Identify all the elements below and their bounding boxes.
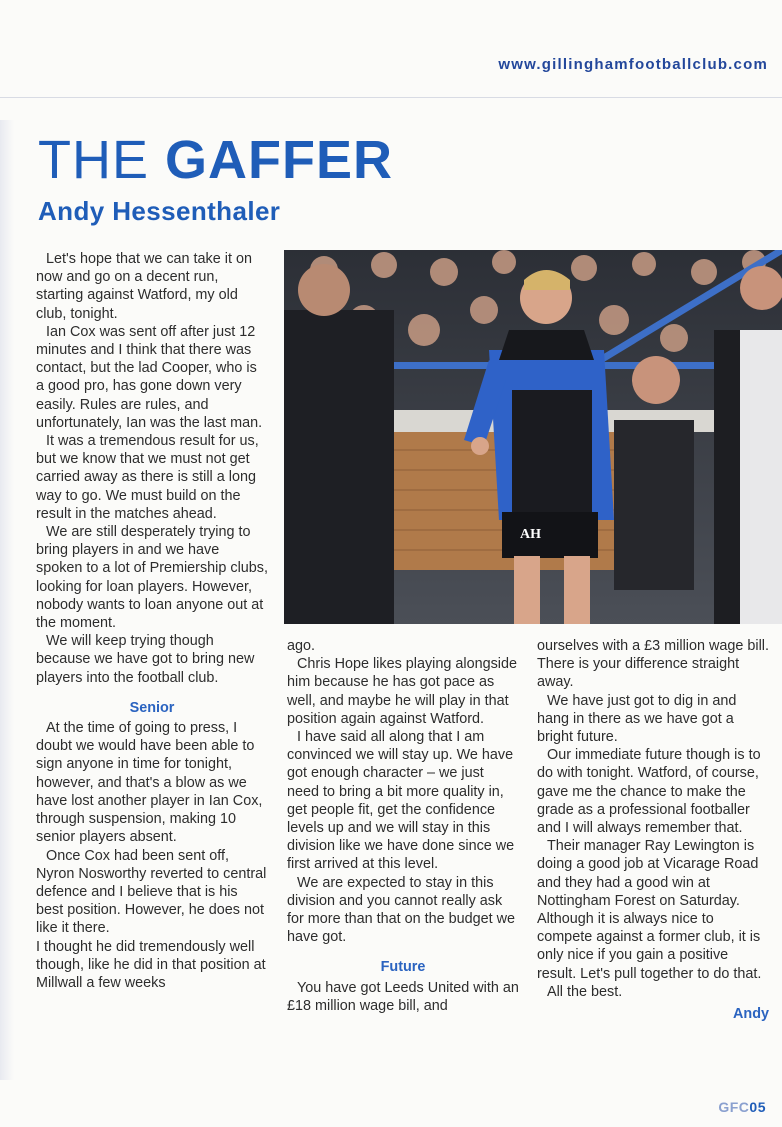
title-word-gaffer: GAFFER <box>165 130 394 190</box>
paragraph: At the time of going to press, I doubt we would have been able to sign anyone in time for tonight, however, and that's a blow as we have lost another player in Ian Cox, through suspension, making 10 senior players absent. <box>36 720 263 846</box>
paragraph: We will keep trying though because we have got to bring new players into the football club. <box>36 633 255 686</box>
signoff: Andy <box>733 1006 769 1023</box>
seated-figure <box>614 420 694 590</box>
page-number-prefix: GFC <box>718 1099 750 1115</box>
right-figure-head <box>740 266 782 310</box>
website-url[interactable]: www.gillinghamfootballclub.com <box>498 56 768 73</box>
article-column-1 <box>36 250 268 992</box>
article-author: Andy Hessenthaler <box>38 196 281 226</box>
section-heading-senior: Senior <box>129 699 175 716</box>
page-edge-shade <box>0 120 14 1080</box>
manager-hand <box>471 437 489 455</box>
article-title <box>38 130 393 190</box>
paragraph: All the best. <box>547 983 623 1000</box>
title-word-the: THE <box>38 130 149 190</box>
manager-photo <box>284 250 782 624</box>
left-coach-head <box>298 264 350 316</box>
paragraph: ago. <box>287 638 316 654</box>
touchline-photo-illustration <box>284 250 782 624</box>
paragraph: Their manager Ray Lewington is doing a good job at Vicarage Road and they had a good win at Nottingham Forest on Saturday. Although it is always nice to compete against a former club, it is only nice if you gain a positive result. Let's pull together to do that. <box>537 838 762 982</box>
page-number-value: 05 <box>749 1099 766 1115</box>
paragraph: Let's hope that we can take it on now and go on a decent run, starting against Watford, my old club, tonight. <box>36 251 252 322</box>
manager-right-leg <box>564 556 590 624</box>
manager-collar <box>499 330 594 360</box>
paragraph: Chris Hope likes playing alongside him because he has got pace as well, and maybe he will play in that position again against Watford. <box>287 656 517 727</box>
manager-left-leg <box>514 556 540 624</box>
paragraph: You have got Leeds United with an £18 million wage bill, and <box>287 979 519 1014</box>
paragraph: I thought he did tremendously well though, like he did in that position at Millwall a few weeks <box>36 938 266 991</box>
seated-figure-head <box>632 356 680 404</box>
article-column-3 <box>537 637 769 1023</box>
section-heading-future: Future <box>380 959 426 976</box>
manager-shorts <box>502 512 598 558</box>
shorts-initials: AH <box>520 527 541 542</box>
article-column-2 <box>287 637 519 1015</box>
left-coach-figure <box>284 310 394 624</box>
paragraph: Ian Cox was sent off after just 12 minutes and I think that there was contact, but the lad Cooper, who is a good pro, has gone down very easily. Rules are rules, and unfortunately, Ian was the last man. <box>36 323 263 431</box>
paragraph: I have said all along that I am convinced we will stay up. We have got enough character – we just need to bring a bit more quality in, get people fit, get the confidence levels up and we will stay in this division like we have done since we first arrived at this level. <box>287 729 515 873</box>
paragraph: We are expected to stay in this division and you cannot really ask for more than that on the budget we have got. <box>287 874 516 946</box>
header-divider <box>0 97 782 98</box>
paragraph: We are still desperately trying to bring players in and we have spoken to a lot of Premiership clubs, looking for loan players. However, nobody wants to loan anyone out at the moment. <box>36 524 268 632</box>
manager-body <box>512 390 592 520</box>
page-number <box>718 1099 766 1115</box>
paragraph: ourselves with a £3 million wage bill. There is your difference straight away. <box>537 638 769 691</box>
paragraph: Our immediate future though is to do with tonight. Watford, of course, gave me the chance to make the grade as a professional footballer and I will always remember that. <box>537 747 761 837</box>
paragraph: It was a tremendous result for us, but we know that we must not get carried away as there is still a long way to go. We must build on the result in the matches ahead. <box>36 433 259 522</box>
paragraph: Once Cox had been sent off, Nyron Nosworthy reverted to central defence and I believe that is his best position. However, he does not like it there. <box>36 847 267 937</box>
paragraph: We have just got to dig in and hang in there as we have got a bright future. <box>537 692 737 746</box>
